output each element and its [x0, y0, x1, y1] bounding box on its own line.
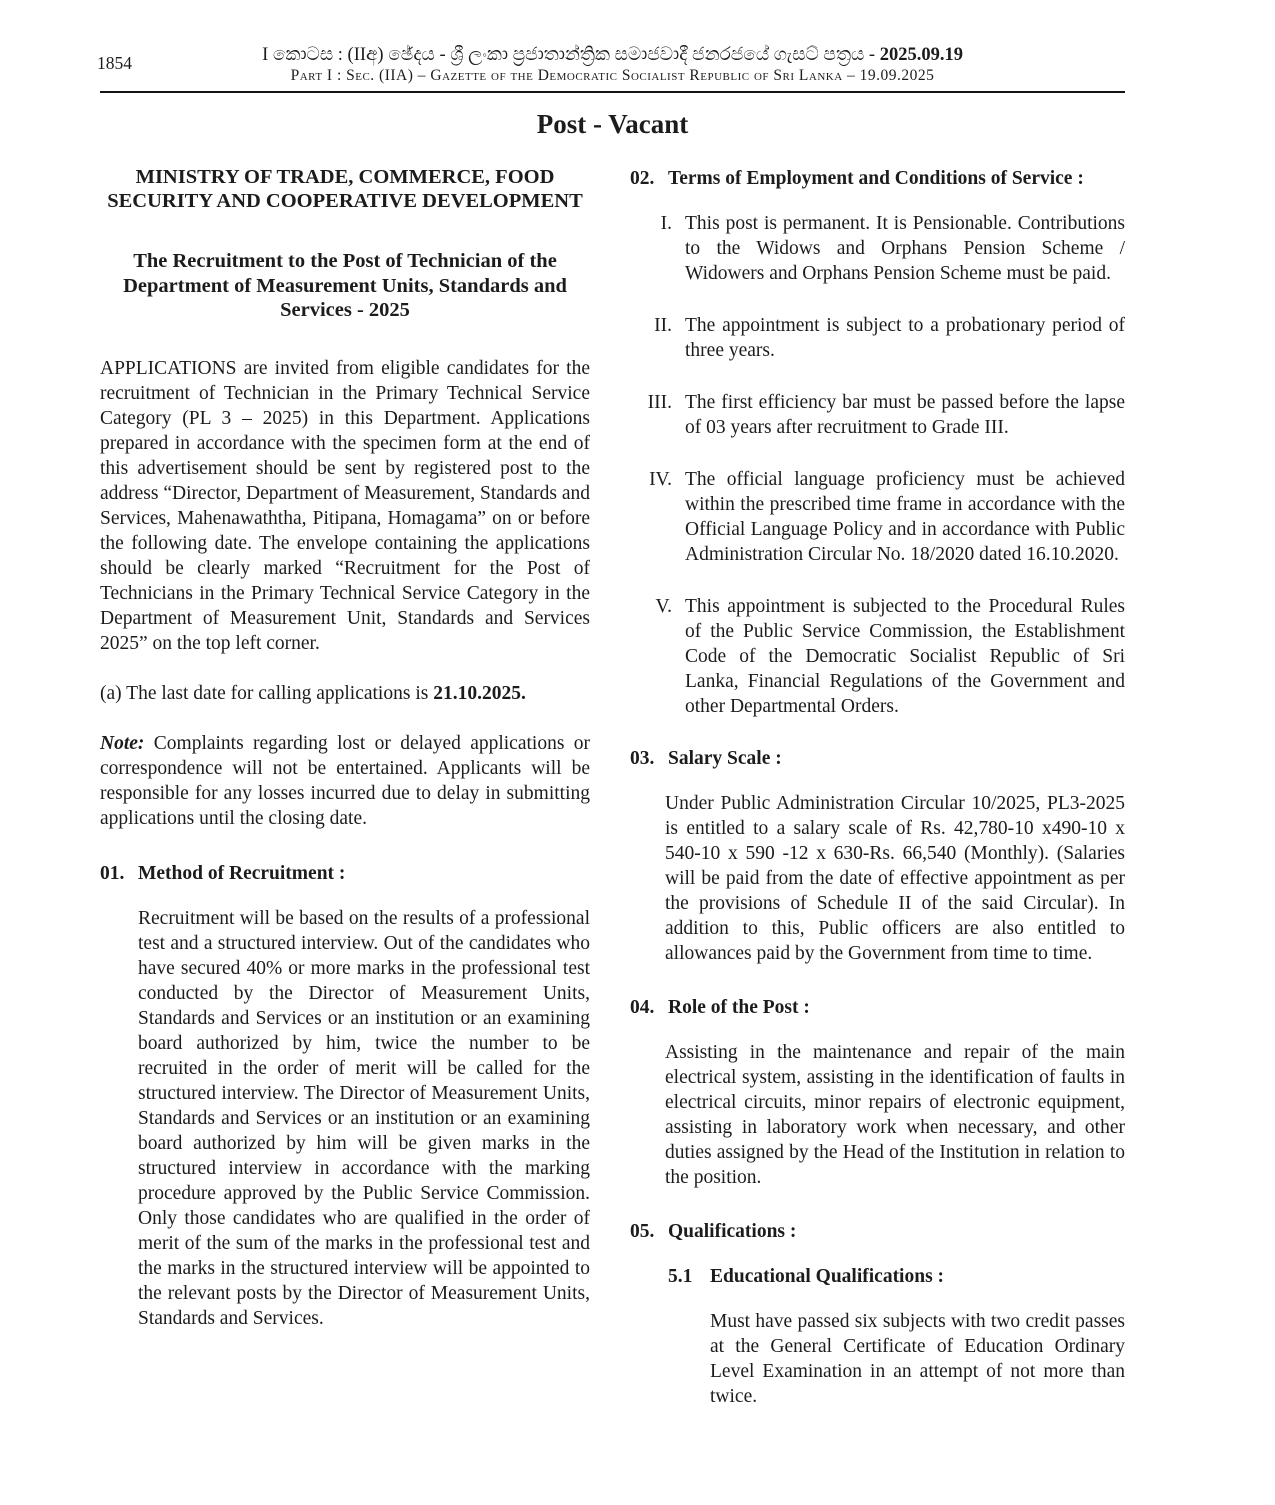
- ministry-heading: MINISTRY OF TRADE, COMMERCE, FOOD SECURITY AND COOPERATIVE DEVELOPMENT: [107, 166, 583, 212]
- subsection-51-body: Must have passed six subjects with two credit passes at the General Certificate of Education Ordinary Level Examination in an attempt of not more than twice.: [710, 1311, 1125, 1407]
- section-02-number: 02.: [630, 168, 655, 189]
- section-02-heading-text: Terms of Employment and Conditions of Service :: [668, 168, 1084, 189]
- terms-item-4-numeral: IV.: [649, 469, 672, 490]
- subsection-51-heading-text: Educational Qualifications :: [710, 1266, 945, 1287]
- last-date-line: [100, 681, 590, 706]
- section-04-heading-text: Role of the Post :: [668, 997, 810, 1018]
- section-04-heading: [630, 995, 1125, 1020]
- page-title: Post - Vacant: [536, 109, 689, 139]
- terms-item-5-text: This appointment is subjected to the Procedural Rules of the Public Service Commission, the Establishment Code of the Democratic Socialist Republic of Sri Lanka, Financial Regulations of the Government and other Departmental Orders.: [685, 596, 1125, 717]
- page-header: [97, 44, 1125, 85]
- terms-item-2: [630, 313, 1125, 363]
- section-01-number: 01.: [100, 862, 125, 884]
- terms-item-3-numeral: III.: [647, 392, 672, 413]
- header-english-line: Part I : Sec. (IIA) – Gazette of the Democratic Socialist Republic of Sri Lanka – 19.09.2025: [290, 67, 935, 84]
- last-date-prefix: (a) The last date for calling applications is: [100, 682, 434, 704]
- section-05-heading: [630, 1219, 1125, 1244]
- terms-item-2-numeral: II.: [654, 315, 672, 336]
- terms-item-4: [630, 467, 1125, 567]
- terms-item-1: [630, 211, 1125, 286]
- header-sinhala-line: [100, 44, 1125, 66]
- note-paragraph: [100, 731, 590, 831]
- section-01-body: Recruitment will be based on the results of a professional test and a structured interview. Out of the candidates who have secured 40% or more marks in the professional test conducted by the Director of Measurement Units, Standards and Services or an institution or an examining board authorized by him, twice the number to be recruited in the order of merit will be called for the structured interview. The Director of Measurement Units, Standards and Services or an institution or an examining board authorized by him will be given marks in the structured interview in accordance with the marking procedure approved by the Public Service Commission. Only those candidates who are qualified in the order of merit of the sum of the marks in the professional test and the marks in the structured interview will be appointed to the relevant posts by the Director of Measurement Units, Standards and Services.: [138, 907, 590, 1329]
- header-sinhala-date: 2025.09.19: [879, 45, 963, 65]
- terms-item-1-text: This post is permanent. It is Pensionable. Contributions to the Widows and Orphans Pension Scheme / Widowers and Orphans Pension Scheme must be paid.: [685, 213, 1125, 284]
- last-date-value: 21.10.2025.: [433, 682, 526, 704]
- terms-item-5: [630, 594, 1125, 719]
- terms-item-1-numeral: I.: [660, 213, 672, 234]
- header-rule: [100, 91, 1125, 93]
- section-05-heading-text: Qualifications :: [668, 1221, 797, 1242]
- section-03-number: 03.: [630, 748, 655, 769]
- section-01-heading-text: Method of Recruitment :: [138, 862, 346, 884]
- terms-item-4-text: The official language proficiency must be achieved within the prescribed time frame in accordance with the Official Language Policy and in accordance with Public Administration Circular No. 18/2020 dated 16.10.2020.: [685, 469, 1125, 565]
- left-column: [100, 164, 590, 1409]
- subsection-51-number: 5.1: [668, 1266, 693, 1287]
- section-01-heading: [100, 861, 590, 886]
- terms-item-2-text: The appointment is subject to a probationary period of three years.: [685, 315, 1125, 361]
- recruitment-post-heading: The Recruitment to the Post of Technician of the Department of Measurement Units, Standards and Services - 2025: [123, 250, 567, 321]
- section-04-number: 04.: [630, 997, 655, 1018]
- terms-item-5-numeral: V.: [655, 596, 672, 617]
- note-label: Note:: [100, 732, 145, 754]
- note-text: Complaints regarding lost or delayed applications or correspondence will not be entertained. Applicants will be responsible for any losses incurred due to delay in submitting applications until the closing date.: [100, 732, 591, 829]
- header-sinhala-text: I කොටස : (IIඅ) ඡේදය - ශ්‍රී ලංකා ප්‍රජාතාන්ත්‍රික සමාජවාදී ජනරජයේ ගැසට් පත්‍රය -: [262, 45, 880, 65]
- section-02-heading: [630, 166, 1125, 191]
- page-number: 1854: [97, 53, 132, 73]
- section-05-number: 05.: [630, 1221, 655, 1242]
- section-03-heading: [630, 746, 1125, 771]
- section-04-body: Assisting in the maintenance and repair of the main electrical system, assisting in the identification of faults in electrical circuits, minor repairs of electronic equipment, assisting in laboratory work when necessary, and other duties assigned by the Head of the Institution in relation to the position.: [665, 1042, 1125, 1188]
- subsection-51-heading: [630, 1264, 1125, 1289]
- terms-item-3-text: The first efficiency bar must be passed before the lapse of 03 years after recruitment to Grade III.: [685, 392, 1125, 438]
- right-column: [630, 164, 1125, 1409]
- two-column-body: [100, 164, 1125, 1409]
- intro-paragraph: APPLICATIONS are invited from eligible candidates for the recruitment of Technician in the Primary Technical Service Category (PL 3 – 2025) in this Department. Applications prepared in accordance with the specimen form at the end of this advertisement should be sent by registered post to the address “Director, Department of Measurement, Standards and Services, Mahenawaththa, Pitipana, Homagama” on or before the following date. The envelope containing the applications should be clearly marked “Recruitment for the Post of Technicians in the Primary Technical Service Category in the Department of Measurement Unit, Standards and Services 2025” on the top left corner.: [100, 357, 590, 654]
- section-03-body: Under Public Administration Circular 10/2025, PL3-2025 is entitled to a salary scale of Rs. 42,780-10 x490-10 x 540-10 x 590 -12 x 630-Rs. 66,540 (Monthly). (Salaries will be paid from the date of effective appointment as per the provisions of Schedule II of the said Circular). In addition to this, Public officers are also entitled to allowances paid by the Government from time to time.: [665, 793, 1125, 964]
- section-03-heading-text: Salary Scale :: [668, 748, 782, 769]
- terms-item-3: [630, 390, 1125, 440]
